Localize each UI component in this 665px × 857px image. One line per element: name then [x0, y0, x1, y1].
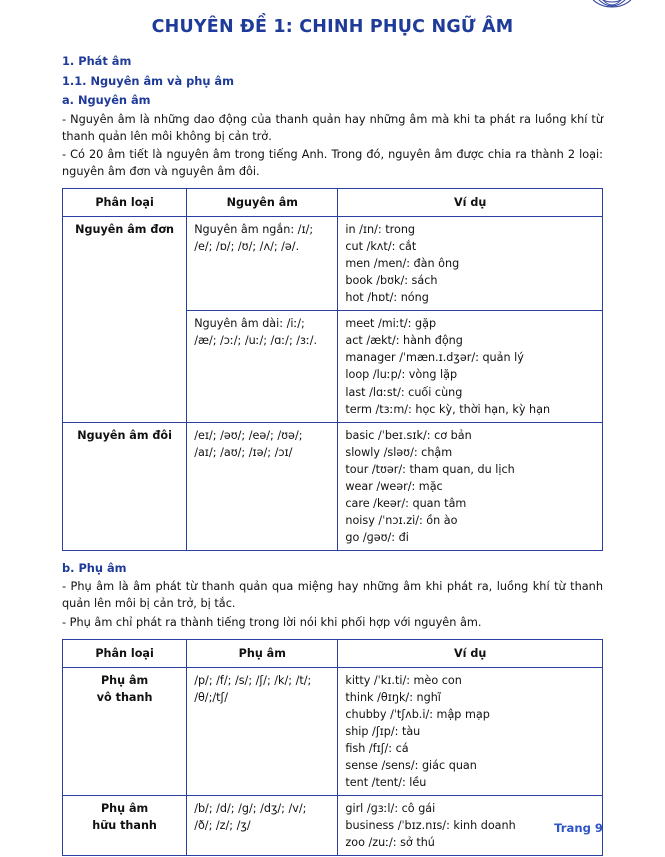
cell-category-voiceless: Phụ âm vô thanh: [63, 668, 187, 796]
column-header-consonant: Phụ âm: [187, 639, 338, 667]
heading-section-1: 1. Phát âm: [62, 54, 132, 68]
heading-section-1-1: 1.1. Nguyên âm và phụ âm: [62, 73, 234, 88]
cell-diphthongs: /eɪ/; /əʊ/; /eə/; /ʊə/; /aɪ/; /aʊ/; /ɪə/; /ɔɪ/: [187, 422, 338, 550]
cell-long-vowel-examples: meet /miːt/: gặp act /ækt/: hành động manager /ˈmæn.ɪ.dʒər/: quản lý loop /luːp/: vòng lặp last /lɑːst/: cuối cùng term /tɜːm/: học kỳ, thời hạn, kỳ hạn: [338, 311, 603, 422]
paragraph-consonant-note: - Phụ âm chỉ phát ra thành tiếng trong lời nói khi phối hợp với nguyên âm.: [62, 616, 482, 630]
vowel-table: [62, 188, 603, 550]
cell-category-voiced: Phụ âm hữu thanh: [63, 796, 187, 856]
table-row: [63, 217, 603, 311]
table-header-row: [63, 639, 603, 667]
cell-short-vowel-examples: in /ɪn/: trong cut /kʌt/: cắt men /men/: đàn ông book /bʊk/: sách hot /hɒt/: nóng: [338, 217, 603, 311]
cell-voiceless-sounds: /p/; /f/; /s/; /ʃ/; /k/; /t/; /θ/;/tʃ/: [187, 668, 338, 796]
table-row: [63, 422, 603, 550]
page-title: CHUYÊN ĐỀ 1: CHINH PHỤC NGỮ ÂM: [151, 17, 514, 37]
heading-section-a: a. Nguyên âm: [62, 93, 151, 108]
table-row: [63, 668, 603, 796]
column-header-category: Phân loại: [63, 639, 187, 667]
cell-voiced-sounds: /b/; /d/; /g/; /dʒ/; /v/; /ð/; /z/; /ʒ/: [187, 796, 338, 856]
table-row: [63, 796, 603, 856]
cell-category-diphthong: Nguyên âm đôi: [63, 422, 187, 550]
consonant-table: [62, 639, 603, 856]
heading-section-b: b. Phụ âm: [62, 560, 127, 575]
column-header-example: Ví dụ: [338, 189, 603, 217]
table-header-row: [63, 189, 603, 217]
cell-category-monophthong: Nguyên âm đơn: [63, 217, 187, 422]
cell-short-vowels: Nguyên âm ngắn: /ɪ/; /e/; /ɒ/; /ʊ/; /ʌ/; /ə/.: [187, 217, 338, 311]
paragraph-consonant-definition: - Phụ âm là âm phát từ thanh quản qua miệng hay những âm khi phát ra, luồng khí từ thanh quản lên môi bị cản trở, bị tắc.: [62, 580, 603, 611]
column-header-example: Ví dụ: [338, 639, 603, 667]
paragraph-vowel-count: - Có 20 âm tiết là nguyên âm trong tiếng Anh. Trong đó, nguyên âm được chia ra thành 2 loại: nguyên âm đơn và nguyên âm đôi.: [62, 148, 603, 179]
cell-long-vowels: Nguyên âm dài: /iː/; /æ/; /ɔː/; /uː/; /ɑː/; /ɜː/.: [187, 311, 338, 422]
cell-diphthong-examples: basic /ˈbeɪ.sɪk/: cơ bản slowly /sləʊ/: chậm tour /tʊər/: tham quan, du lịch wear /weər/: mặc care /keər/: quan tâm noisy /ˈnɔɪ.zi/: ồn ào go /ɡəʊ/: đi: [338, 422, 603, 550]
column-header-category: Phân loại: [63, 189, 187, 217]
cell-voiceless-examples: kitty /ˈkɪ.ti/: mèo con think /θɪŋk/: nghĩ chubby /ˈtʃʌb.i/: mập mạp ship /ʃɪp/: tàu fish /fɪʃ/: cá sense /sens/: giác quan tent /tent/: lều: [338, 668, 603, 796]
cell-voiced-examples: girl /ɡɜːl/: cô gái business /ˈbɪz.nɪs/: kinh doanh zoo /zuː/: sở thú: [338, 796, 603, 856]
paragraph-vowel-definition: - Nguyên âm là những dao động của thanh quản hay những âm mà khi ta phát ra luồng khí từ thanh quản lên môi không bị cản trở.: [62, 112, 603, 143]
column-header-vowel: Nguyên âm: [187, 189, 338, 217]
page-number-footer: Trang 9: [554, 821, 603, 835]
